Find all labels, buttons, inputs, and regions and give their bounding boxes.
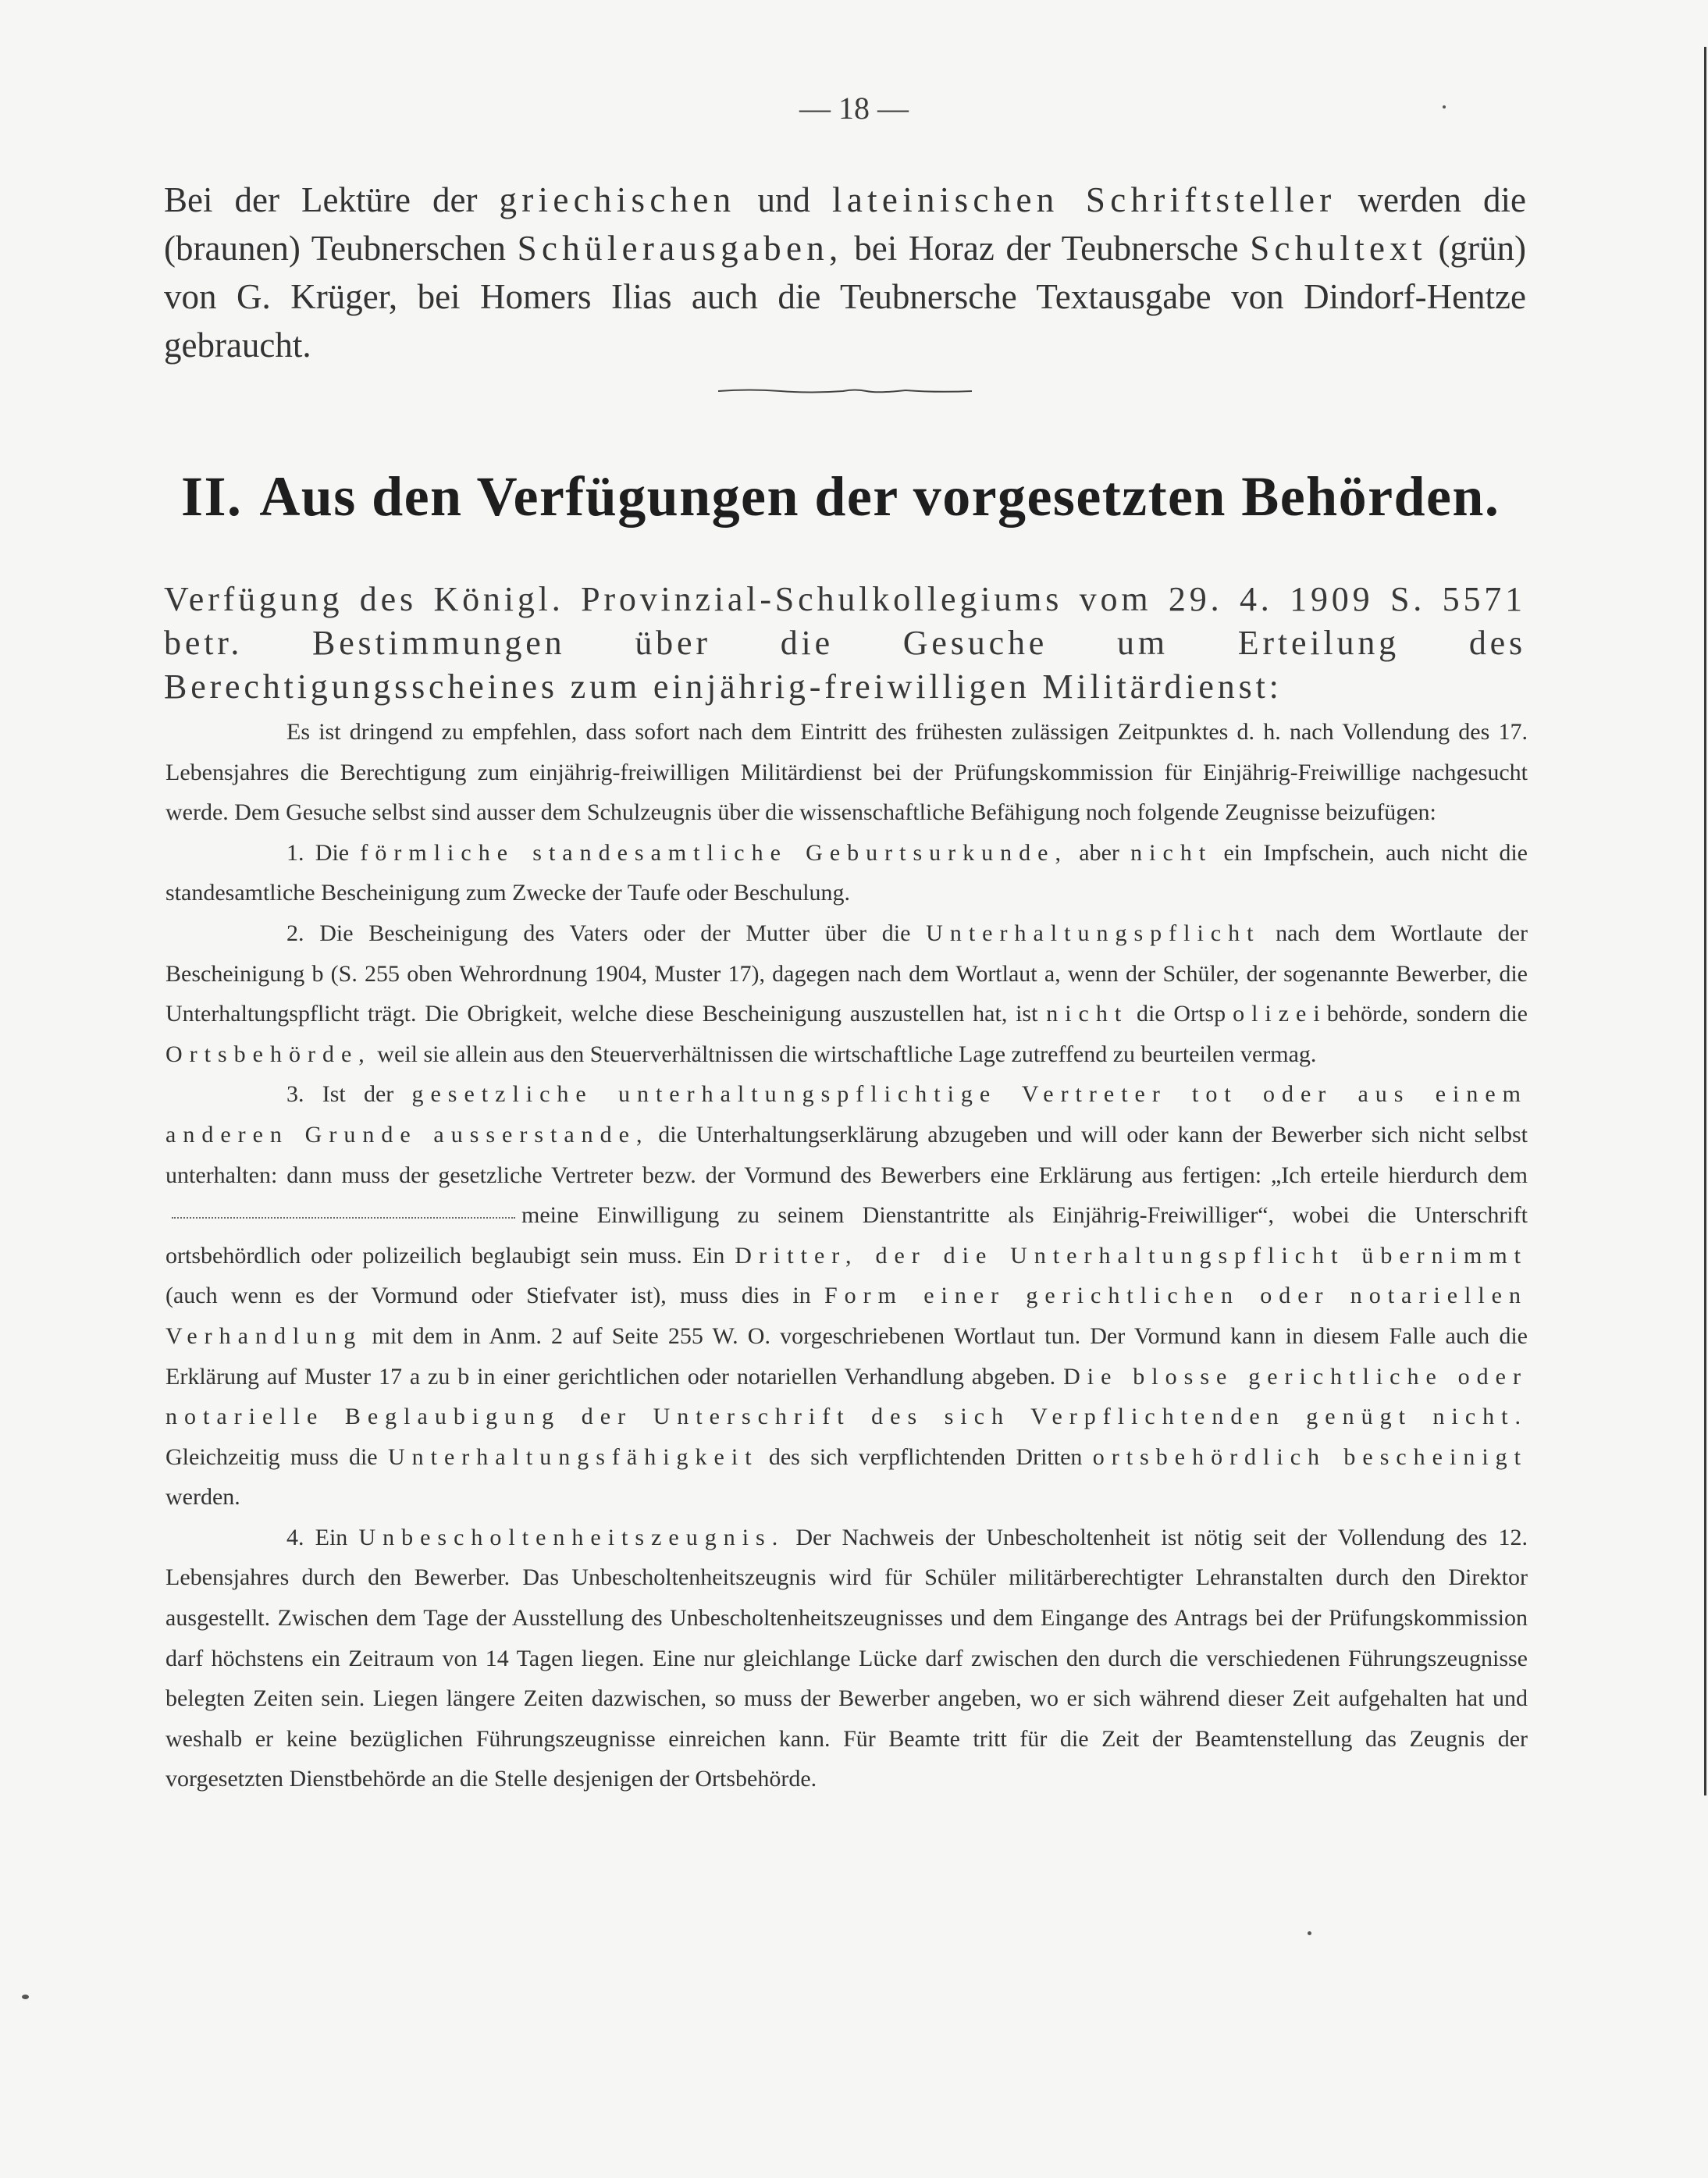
list-item-2: 2. Die Bescheinigung des Vaters oder der Mutter über die Unterhaltungspflicht nach dem Wortlaute der Bescheinigung b (S. 255 oben Wehrordnung 1904, Muster 17), dagegen nach dem Wortlaut a, wenn der Schüler, der sogenannte Bewerber, die Unterhaltungspflicht trägt. Die Obrigkeit, welche diese Bescheinigung auszustellen hat, ist nicht die Ortspolizeibehörde, sondern die Ortsbehörde, weil sie allein aus den Steuerverhältnissen die wirtschaftliche Lage zutreffend zu beurteilen vermag.	[165, 920, 1528, 1067]
page-number: — 18 —	[799, 91, 909, 126]
blank-fill-line	[172, 1216, 515, 1219]
decorative-rule	[718, 388, 972, 394]
section-numeral: II.	[181, 465, 243, 528]
list-item-4: 4. Ein Unbescholtenheitszeugnis. Der Nachweis der Unbescholtenheit ist nötig seit der Vollendung des 12. Lebensjahres durch den Bewerber. Das Unbescholtenheitszeugnis wird für Schüler militärberechtigter Lehranstalten durch den Direktor ausgestellt. Zwischen dem Tage der Ausstellung des Unbescholtenheitszeugnisses und dem Eingange des Antrags bei der Prüfungskommission darf höchstens ein Zeitraum von 14 Tagen liegen. Eine nur gleichlange Lücke darf zwischen den durch die verschiedenen Führungszeugnisse belegten Zeiten sein. Liegen längere Zeiten dazwischen, so muss der Bewerber angeben, wo er sich während dieser Zeit aufgehalten hat und weshalb er keine bezüglichen Führungszeugnisse einreichen kann. Für Beamte tritt für die Zeit der Beamtenstellung das Zeugnis der vorgesetzten Dienstbehörde an die Stelle desjenigen der Ortsbehörde.	[165, 1524, 1528, 1792]
section-heading	[181, 464, 1547, 529]
page-edge-shadow	[1704, 47, 1706, 1795]
scan-speck	[22, 1995, 29, 1999]
decree-body	[165, 712, 1528, 1799]
scan-speck	[1443, 105, 1446, 109]
list-item-3: 3. Ist der gesetzliche unterhaltungspflichtige Vertreter tot oder aus einem anderen Grunde ausserstande, die Unterhaltungserklärung abzugeben und will oder kann der Bewerber sich nicht selbst unterhalten: dann muss der gesetzliche Vertreter bezw. der Vormund des Bewerbers eine Erklärung aus fertigen: „Ich erteile hierdurch demmeine Einwilligung zu seinem Dienstantritte als Einjährig-Freiwilliger“, wobei die Unterschrift ortsbehördlich oder polizeilich beglaubigt sein muss. Ein Dritter, der die Unterhaltungspflicht übernimmt (auch wenn es der Vormund oder Stiefvater ist), muss dies in Form einer gerichtlichen oder notariellen Verhandlung mit dem in Anm. 2 auf Seite 255 W. O. vorgeschriebenen Wortlaut tun. Der Vormund kann in diesem Falle auch die Erklärung auf Muster 17 a zu b in einer gerichtlichen oder notariellen Verhandlung abgeben. Die blosse gerichtliche oder notarielle Beglaubigung der Unterschrift des sich Verpflichtenden genügt nicht. Gleichzeitig muss die Unterhaltungsfähigkeit des sich verpflichtenden Dritten ortsbehördlich bescheinigt werden.	[165, 1081, 1528, 1511]
intro-paragraph: Bei der Lektüre der griechischen und lateinischen Schriftsteller werden die (braunen) Teubnerschen Schülerausgaben, bei Horaz der Teubnersche Schultext (grün) von G. Krüger, bei Homers Ilias auch die Teubnersche Textausgabe von Dindorf-Hentze gebraucht.	[164, 180, 1527, 365]
scan-speck	[1308, 1931, 1311, 1935]
section-title: Aus den Verfügungen der vorgesetzten Behörden.	[259, 465, 1500, 528]
list-item-1: 1. Die förmliche standesamtliche Geburtsurkunde, aber nicht ein Impfschein, auch nicht die standesamtliche Bescheinigung zum Zwecke der Taufe oder Beschulung.	[165, 839, 1528, 906]
decree-intro: Es ist dringend zu empfehlen, dass sofort nach dem Eintritt des frühesten zulässigen Zeitpunktes d. h. nach Vollendung des 17. Lebensjahres die Berechtigung zum einjährig-freiwilligen Militärdienst bei der Prüfungskommission für Einjährig-Freiwillige nachgesucht werde. Dem Gesuche selbst sind ausser dem Schulzeugnis über die wissenschaftliche Befähigung noch folgende Zeugnisse beizufügen:	[165, 719, 1528, 826]
decree-heading: Verfügung des Königl. Provinzial-Schulkollegiums vom 29. 4. 1909 S. 5571 betr. Bestimmungen über die Gesuche um Erteilung des Berechtigungsscheines zum einjährig-freiwilligen Militärdienst:	[164, 580, 1526, 706]
